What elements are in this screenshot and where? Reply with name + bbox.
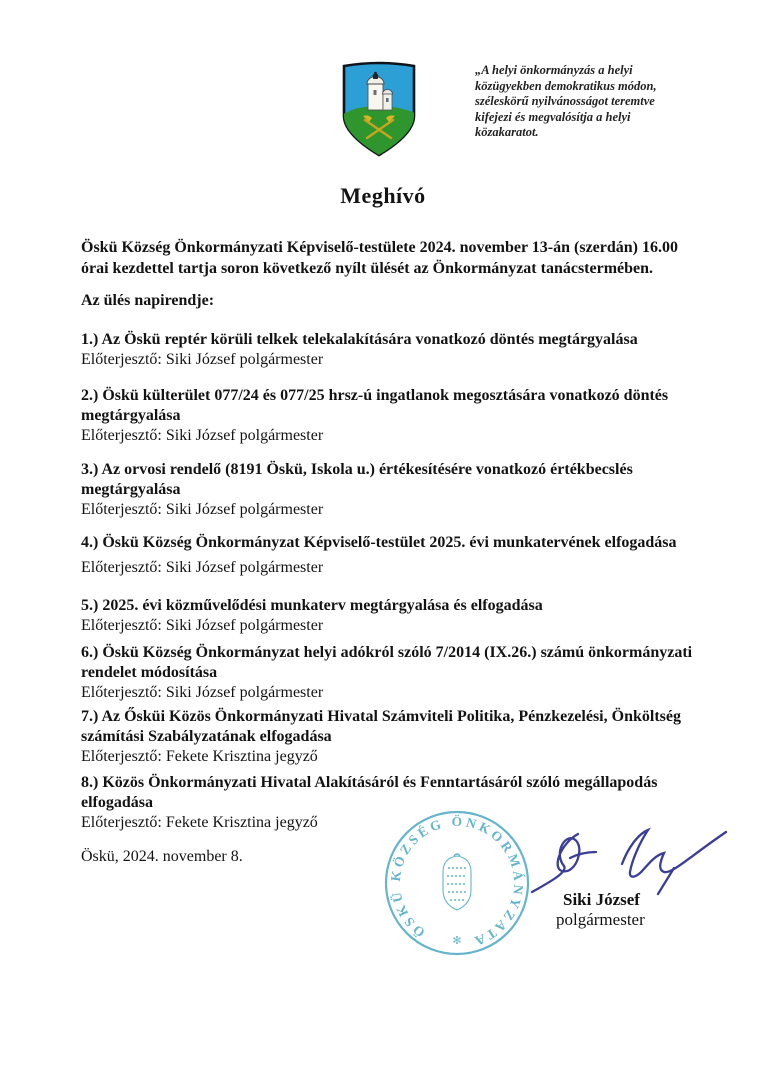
agenda-item-title: 2.) Öskü külterület 077/24 és 077/25 hrsz-ú ingatlanok megosztására vonatkozó döntés megtárgyalása [81,387,669,424]
agenda-item-title: 7.) Az Ősküi Közös Önkormányzati Hivatal Számviteli Politika, Pénzkezelési, Önköltség számítási Szabályzatának elfogadása [81,708,681,745]
agenda-list [81,330,708,833]
agenda-item-title: 5.) 2025. évi közművelődési munkaterv megtárgyalása és elfogadása [81,597,543,614]
agenda-item-presenter: Előterjesztő: Siki József polgármester [81,501,324,518]
agenda-item-presenter: Előterjesztő: Fekete Krisztina jegyző [81,748,318,765]
signatory-name: Siki József [563,890,640,909]
agenda-item-4 [81,533,708,578]
page-title: Meghívó [340,183,426,208]
agenda-item-presenter: Előterjesztő: Siki József polgármester [81,684,324,701]
agenda-item-title: 1.) Az Öskü reptér körüli telkek telekalakítására vonatkozó döntés megtárgyalása [81,331,638,348]
intro-paragraph: Öskü Község Önkormányzati Képviselő-testülete 2024. november 13-án (szerdán) 16.00 órai kezdettel tartja soron következő nyílt ülését az Önkormányzat tanácstermében. [81,239,678,277]
agenda-item-presenter: Előterjesztő: Siki József polgármester [81,427,324,444]
signature-block [526,824,741,930]
agenda-item-2 [81,386,708,446]
handwritten-signature-icon [526,824,736,896]
motto-line: széleskörű nyilvánosságot teremtve [475,94,655,108]
agenda-item-title: 6.) Öskü Község Önkormányzat helyi adókról szóló 7/2014 (IX.26.) számú önkormányzati rendelet módosítása [81,644,693,681]
official-stamp-icon [382,808,532,958]
motto-line: közügyekben demokratikus módon, [475,78,657,93]
agenda-item-presenter: Előterjesztő: Siki József polgármester [81,351,324,368]
agenda-item-5 [81,596,708,636]
motto-line: kifejezi és megvalósítja a helyi [475,109,631,124]
agenda-item-presenter: Előterjesztő: Siki József polgármester [81,559,324,576]
stamp-text: ÖSKÜ KÖZSÉG ÖNKORMÁNYZATA [387,813,527,950]
agenda-item-presenter: Előterjesztő: Siki József polgármester [81,617,324,634]
agenda-item-title: 3.) Az orvosi rendelő (8191 Öskü, Iskola u.) értékesítésére vonatkozó értékbecslés megtárgyalása [81,461,633,498]
document-body [81,181,708,867]
agenda-item-1 [81,330,708,370]
agenda-item-7 [81,707,708,767]
agenda-item-presenter: Előterjesztő: Fekete Krisztina jegyző [81,814,318,831]
motto-line: közakaratot. [475,125,539,139]
motto-quote [475,63,675,141]
stamp-star-icon: ✻ [452,935,462,947]
motto-line: „A helyi önkormányzás a helyi [475,63,633,77]
agenda-item-title: 4.) Öskü Község Önkormányzat Képviselő-testület 2025. évi munkatervének elfogadása [81,534,677,551]
signatory-role: polgármester [556,910,645,929]
agenda-item-3 [81,460,708,520]
date-line: Öskü, 2024. november 8. [81,848,243,865]
agenda-item-6 [81,643,708,703]
agenda-item-title: 8.) Közös Önkormányzati Hivatal Alakításáról és Fenntartásáról szóló megállapodás elfogadása [81,774,658,811]
agenda-heading: Az ülés napirendje: [81,292,215,309]
coat-of-arms-icon [337,60,421,160]
